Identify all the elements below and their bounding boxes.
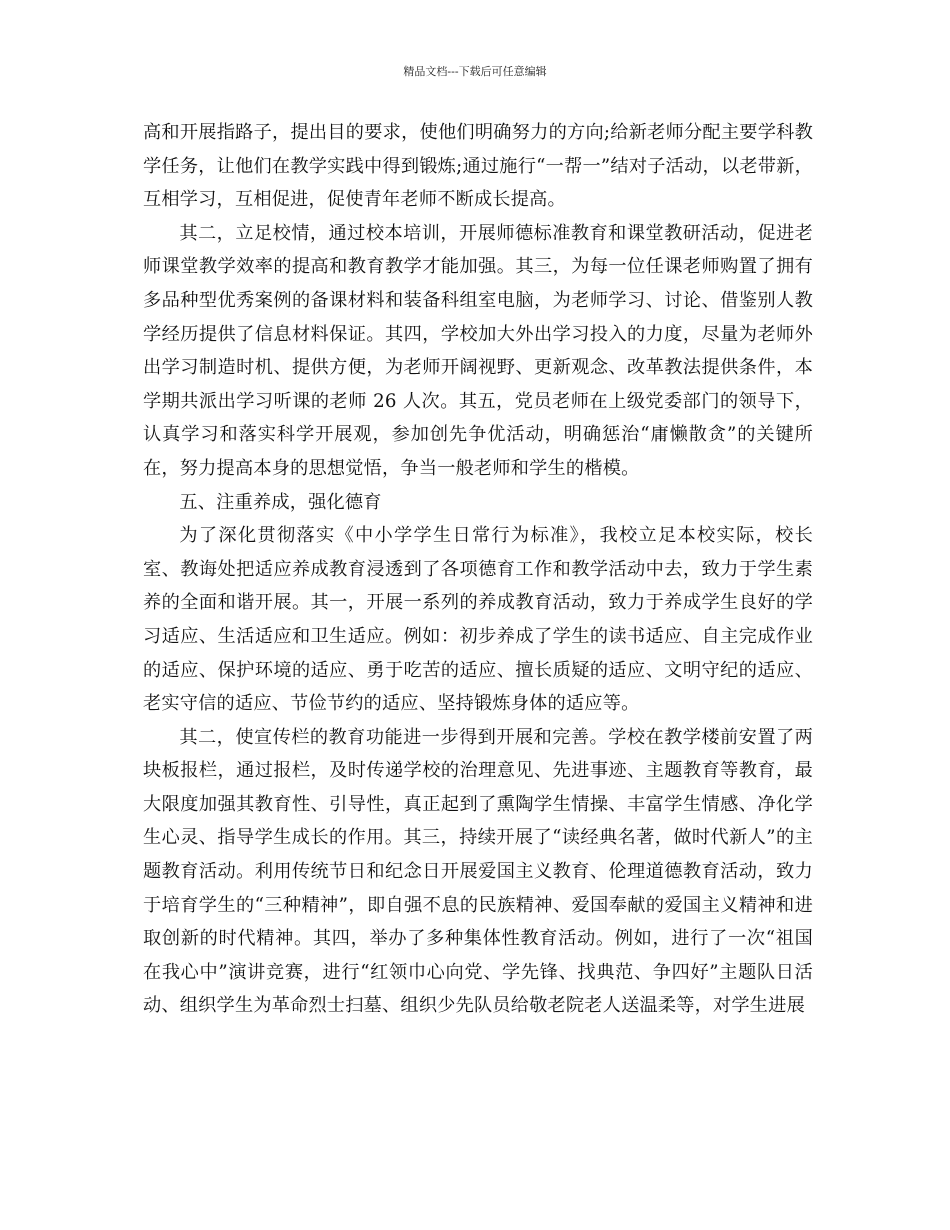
paragraph: 其二，使宣传栏的教育功能进一步得到开展和完善。学校在教学楼前安置了两块板报栏，通过报栏，及时传递学校的治理意见、先进事迹、主题教育等教育，最大限度加强其教育性、引导性，真正起到了熏陶学生情操、丰富学生情感、净化学生心灵、指导学生成长的作用。其三，持续开展了“读经典名著，做时代新人”的主题教育活动。利用传统节日和纪念日开展爱国主义教育、伦理道德教育活动，致力于培育学生的“三种精神”，即自强不息的民族精神、爱国奉献的爱国主义精神和进取创新的时代精神。其四，举办了多种集体性教育活动。例如，进行了一次“祖国在我心中”演讲竞赛，进行“红领巾心向党、学先锋、找典范、争四好”主题队日活动、组织学生为革命烈士扫墓、组织少先队员给敬老院老人送温柔等，对学生进展 [143, 726, 813, 1017]
section-heading: 五、注重养成，强化德育 [179, 491, 382, 513]
paragraph: 为了深化贯彻落实《中小学学生日常行为标准》，我校立足本校实际，校长室、教诲处把适应养成教育浸透到了各项德育工作和教学活动中去，致力于学生素养的全面和谐开展。其一，开展一系列的养成教育活动，致力于养成学生良好的学习适应、生活适应和卫生适应。例如：初步养成了学生的读书适应、自主完成作业的适应、保护环境的适应、勇于吃苦的适应、擅长质疑的适应、文明守纪的适应、老实守信的适应、节俭节约的适应、坚持锻炼身体的适应等。 [143, 525, 813, 715]
paragraph: 其二，立足校情，通过校本培训，开展师德标准教育和课堂教研活动，促进老师课堂教学效率的提高和教育教学才能加强。其三，为每一位任课老师购置了拥有多品种型优秀案例的备课材料和装备科组室电脑，为老师学习、讨论、借鉴别人教学经历提供了信息材料保证。其四，学校加大外出学习投入的力度，尽量为老师外出学习制造时机、提供方便，为老师开阔视野、更新观念、改革教法提供条件，本学期共派出学习听课的老师 26 人次。其五，党员老师在上级党委部门的领导下，认真学习和落实科学开展观，参加创先争优活动，明确惩治“庸懒散贪”的关键所在，努力提高本身的思想觉悟，争当一般老师和学生的楷模。 [143, 222, 813, 479]
paragraph: 高和开展指路子，提出目的要求，使他们明确努力的方向;给新老师分配主要学科教学任务，让他们在教学实践中得到锻炼;通过施行“一帮一”结对子活动，以老带新，互相学习，互相促进，促使青年老师不断成长提高。 [143, 122, 813, 211]
document-body [143, 116, 813, 1023]
page-header: 精品文档---下载后可任意编辑 [403, 65, 547, 78]
